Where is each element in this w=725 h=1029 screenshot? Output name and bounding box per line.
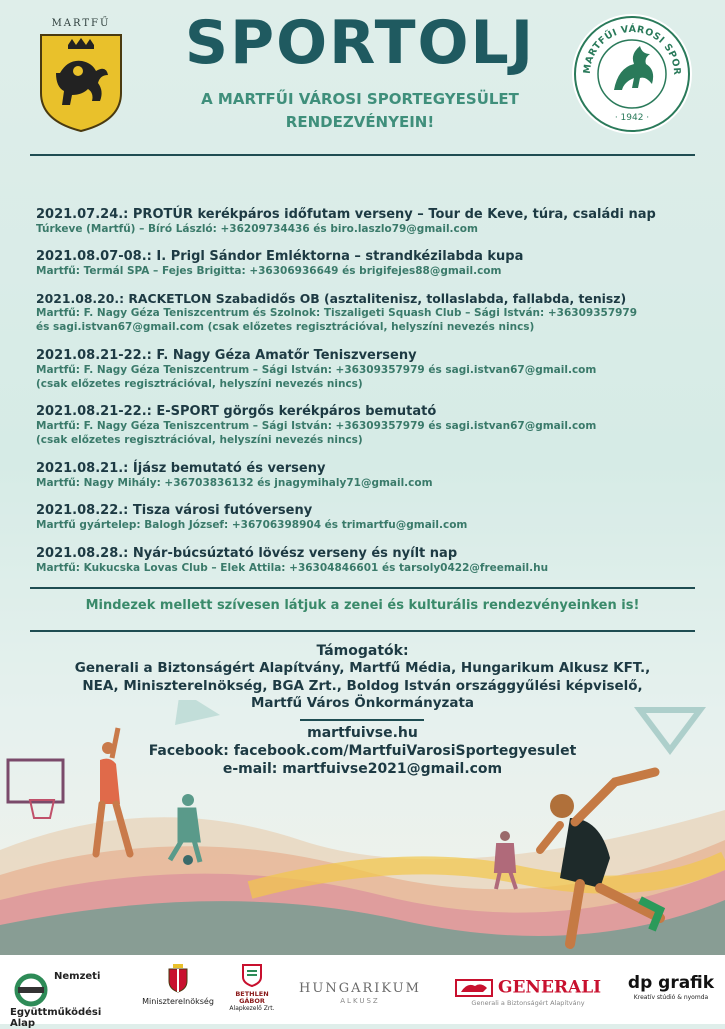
events-divider <box>30 587 695 589</box>
event-item <box>36 403 696 447</box>
event-title: 2021.08.21.: Íjász bemutató és verseny <box>36 461 326 476</box>
event-item <box>36 502 696 533</box>
generali-name: GENERALI <box>497 977 602 998</box>
sponsor-line: Martfű Város Önkormányzata <box>250 695 475 711</box>
event-item <box>36 248 696 279</box>
header-divider <box>30 154 695 156</box>
sponsors-heading: Támogatók: <box>316 643 409 659</box>
dp-grafik-name: dp grafik <box>627 973 715 993</box>
generali-subtitle: Generali a Biztonságért Alapítvány <box>471 998 585 1007</box>
event-contact: Martfű: F. Nagy Géza Teniszcentrum és Szolnok: Tiszaligeti Squash Club – Sági István: +36309357979 és sagi.istvan67@gmail.com (csak előzetes regisztrációval, helyszíni nevezés nincs) <box>36 307 638 333</box>
nea-name-line: Alap <box>10 1018 36 1029</box>
event-contact: Túrkeve (Martfű) – Bíró László: +36209734436 és biro.laszlo79@gmail.com <box>36 223 478 235</box>
club-logo-ring-text: MARTFŰI VÁROSI SPOR <box>581 23 683 76</box>
footer-logo-bar <box>0 955 725 1029</box>
closing-message: Mindezek mellett szívesen látjuk a zenei és kulturális rendezvényeinken is! <box>85 598 640 613</box>
hungarikum-logo <box>296 981 424 1006</box>
subtitle-line-2: RENDEZVÉNYEIN! <box>285 113 435 131</box>
club-logo <box>570 12 694 136</box>
event-title: 2021.08.21-22.: E-SPORT görgős kerékpáros bemutató <box>36 404 437 419</box>
closing-divider <box>30 630 695 632</box>
hungarian-coat-of-arms-icon <box>167 963 189 993</box>
nea-name-line: Együttműködési <box>10 1007 102 1018</box>
nea-logo <box>10 963 120 1029</box>
page-subtitle <box>170 88 550 134</box>
club-logo-year: · 1942 · <box>614 113 650 123</box>
hungarikum-name: HUNGARIKUM <box>299 981 421 996</box>
bga-name: BETHLEN GÁBOR <box>235 990 269 1005</box>
dp-grafik-logo <box>622 973 720 1003</box>
event-contact: Martfű: Termál SPA – Fejes Brigitta: +36306936649 és brigifejes88@gmail.com <box>36 265 502 277</box>
nea-name-line: Nemzeti <box>54 971 101 982</box>
griffin-club-icon <box>570 12 694 136</box>
facebook-link[interactable]: Facebook: facebook.com/MartfuiVarosiSportegyesulet <box>148 743 577 759</box>
event-title: 2021.08.20.: RACKETLON Szabadidős OB (asztalitenisz, tollaslabda, fallabda, tenisz) <box>36 291 627 306</box>
crest-town-name: MARTFŰ <box>51 18 111 29</box>
event-item <box>36 290 696 334</box>
email-link[interactable]: e-mail: martfuivse2021@gmail.com <box>222 761 503 777</box>
bga-logo <box>222 963 282 1012</box>
subtitle-line-1: A MARTFŰI VÁROSI SPORTEGYESÜLET <box>201 90 519 108</box>
event-item <box>36 460 696 491</box>
sponsor-line: NEA, Miniszterelnökség, BGA Zrt., Boldog István országgyűlési képviselő, <box>82 677 643 694</box>
sponsor-line: Generali a Biztonságért Alapítvány, Martfű Média, Hungarikum Alkusz KFT., <box>74 660 651 676</box>
sponsors-block <box>30 642 695 713</box>
generali-lion-icon <box>455 978 493 998</box>
event-contact: Martfű: Nagy Mihály: +36703836132 és jnagymihaly71@gmail.com <box>36 477 433 489</box>
nea-ring-icon <box>14 973 48 1007</box>
event-contact: Martfű: F. Nagy Géza Teniszcentrum – Sági István: +36309357979 és sagi.istvan67@gmail.com (csak előzetes regisztrációval, helyszíni nevezés nincs) <box>36 364 597 390</box>
website-link[interactable]: martfuivse.hu <box>307 725 418 741</box>
contacts-divider <box>300 719 424 721</box>
event-contact: Martfű gyártelep: Balogh József: +36706398904 és trimartfu@gmail.com <box>36 519 468 531</box>
event-title: 2021.08.22.: Tisza városi futóverseny <box>36 503 313 518</box>
town-crest <box>38 18 124 137</box>
contacts-block <box>30 724 695 778</box>
event-title: 2021.08.28.: Nyár-búcsúztató lövész verseny és nyílt nap <box>36 546 458 561</box>
event-item <box>36 545 696 576</box>
event-title: 2021.08.07-08.: I. Prigl Sándor Emléktorna – strandkézilabda kupa <box>36 249 524 264</box>
event-title: 2021.07.24.: PROTÚR kerékpáros időfutam verseny – Tour de Keve, túra, családi nap <box>36 207 656 222</box>
bga-shield-icon <box>241 963 263 987</box>
miniszterelnokseg-logo <box>138 963 218 1007</box>
page-title: SPORTOLJ <box>184 8 536 78</box>
event-item <box>36 347 696 391</box>
hungarikum-subtitle: ALKUSZ <box>340 997 380 1005</box>
event-item <box>36 206 696 237</box>
bga-subtitle: Alapkezelő Zrt. <box>229 1005 275 1012</box>
dp-grafik-subtitle: Kreatív stúdió & nyomda <box>633 994 709 1001</box>
event-contact: Martfű: F. Nagy Géza Teniszcentrum – Sági István: +36309357979 és sagi.istvan67@gmail.com (csak előzetes regisztrációval, helyszíni nevezés nincs) <box>36 420 597 446</box>
event-contact: Martfű: Kukucska Lovas Club – Elek Attila: +36304846601 és tarsoly0422@freemail.hu <box>36 562 549 574</box>
generali-logo <box>452 977 604 1008</box>
lion-crest-icon <box>38 33 124 133</box>
event-title: 2021.08.21-22.: F. Nagy Géza Amatőr Teniszverseny <box>36 348 417 363</box>
miniszterelnokseg-name: Miniszterelnökség <box>142 997 214 1006</box>
